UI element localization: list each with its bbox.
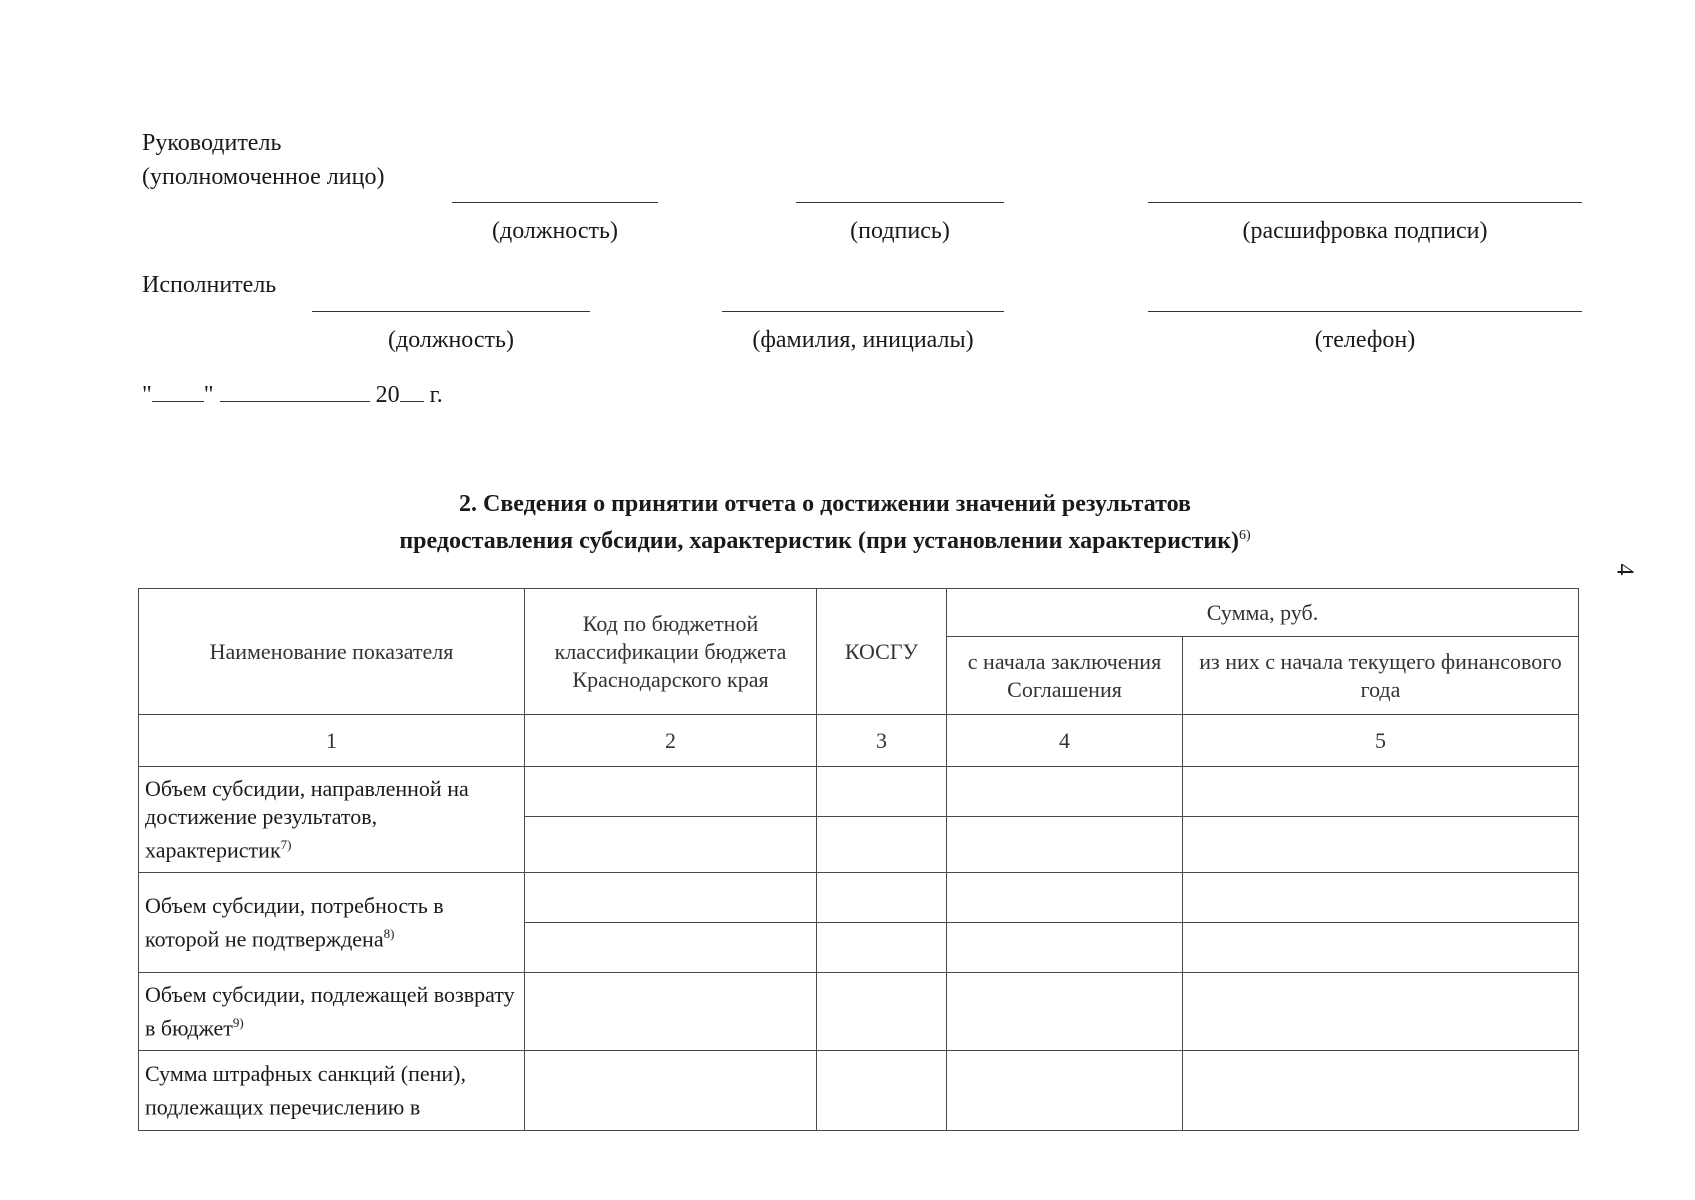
date-day-blank[interactable] [152, 381, 204, 402]
date-year-prefix: 20 [375, 382, 400, 408]
header-budget-code: Код по бюджетной классификации бюджета Краснодарского края [525, 589, 817, 715]
report-table [138, 588, 1579, 1131]
head-signature-line[interactable] [796, 202, 1004, 203]
section-title [250, 488, 1400, 557]
head-position-line[interactable] [452, 202, 658, 203]
executor-position-line[interactable] [312, 311, 590, 312]
row-note: 9) [232, 1014, 244, 1030]
executor-name-line[interactable] [722, 311, 1004, 312]
header-row-1 [139, 589, 1579, 637]
input-cell[interactable] [947, 817, 1183, 873]
input-cell[interactable] [947, 923, 1183, 973]
column-number: 5 [1183, 715, 1579, 767]
row-name-cell: Объем субсидии, потребность в которой не подтверждена$^{8)}$ [139, 873, 525, 973]
head-position-caption: (должность) [492, 218, 618, 244]
input-cell[interactable] [525, 973, 817, 1051]
table-row [139, 1051, 1579, 1131]
date-suffix: г. [429, 382, 443, 408]
input-cell[interactable] [947, 767, 1183, 817]
head-decoding-line[interactable] [1148, 202, 1582, 203]
row-note: 8) [383, 925, 395, 941]
input-cell[interactable] [1183, 973, 1579, 1051]
input-cell[interactable] [525, 873, 817, 923]
section-title-note: 6) [1239, 528, 1251, 543]
date-quote-close: " [203, 382, 214, 408]
header-current-year: из них с начала текущего финансового года [1183, 637, 1579, 715]
date-line [142, 381, 443, 409]
table-row [139, 873, 1579, 923]
input-cell[interactable] [947, 1051, 1183, 1131]
input-cell[interactable] [817, 767, 947, 817]
input-cell[interactable] [817, 873, 947, 923]
executor-label: Исполнитель [142, 272, 277, 298]
page-number: 4 [1611, 563, 1638, 576]
input-cell[interactable] [817, 973, 947, 1051]
section-title-line2: предоставления субсидии, характеристик (при установлении характеристик)$^{6)}$ [399, 528, 1251, 554]
row-name-cell: Сумма штрафных санкций (пени), подлежащих перечислению в [139, 1051, 525, 1131]
row-note: 7) [280, 836, 292, 852]
input-cell[interactable] [1183, 923, 1579, 973]
input-cell[interactable] [817, 817, 947, 873]
head-signature-caption: (подпись) [850, 218, 950, 244]
table-row [139, 767, 1579, 817]
column-number-row [139, 715, 1579, 767]
row-name-cell: Объем субсидии, подлежащей возврату в бюджет$^{9)}$ [139, 973, 525, 1051]
head-label-sub: (уполномоченное лицо) [142, 164, 385, 190]
header-sum-group: Сумма, руб. [947, 589, 1579, 637]
column-number: 4 [947, 715, 1183, 767]
input-cell[interactable] [1183, 767, 1579, 817]
input-cell[interactable] [525, 1051, 817, 1131]
section-title-line1: 2. Сведения о принятии отчета о достижении значений результатов [459, 491, 1191, 517]
input-cell[interactable] [525, 767, 817, 817]
row-name-cell: Объем субсидии, направленной на достижение результатов, характеристик$^{7)}$ [139, 767, 525, 873]
input-cell[interactable] [1183, 1051, 1579, 1131]
date-month-blank[interactable] [220, 381, 370, 402]
header-kosgu: КОСГУ [817, 589, 947, 715]
head-label: Руководитель [142, 130, 282, 156]
table-row [139, 973, 1579, 1051]
input-cell[interactable] [1183, 817, 1579, 873]
header-since-agreement: с начала заключения Соглашения [947, 637, 1183, 715]
input-cell[interactable] [817, 923, 947, 973]
input-cell[interactable] [947, 973, 1183, 1051]
input-cell[interactable] [817, 1051, 947, 1131]
input-cell[interactable] [525, 817, 817, 873]
input-cell[interactable] [1183, 873, 1579, 923]
executor-phone-line[interactable] [1148, 311, 1582, 312]
date-quote-open: " [142, 382, 152, 408]
executor-name-caption: (фамилия, инициалы) [752, 327, 974, 353]
date-year-blank[interactable] [400, 381, 424, 402]
column-number: 3 [817, 715, 947, 767]
head-decoding-caption: (расшифровка подписи) [1242, 218, 1488, 244]
column-number: 1 [139, 715, 525, 767]
input-cell[interactable] [947, 873, 1183, 923]
input-cell[interactable] [525, 923, 817, 973]
header-indicator-name: Наименование показателя [139, 589, 525, 715]
column-number: 2 [525, 715, 817, 767]
executor-phone-caption: (телефон) [1314, 327, 1416, 353]
executor-position-caption: (должность) [388, 327, 514, 353]
